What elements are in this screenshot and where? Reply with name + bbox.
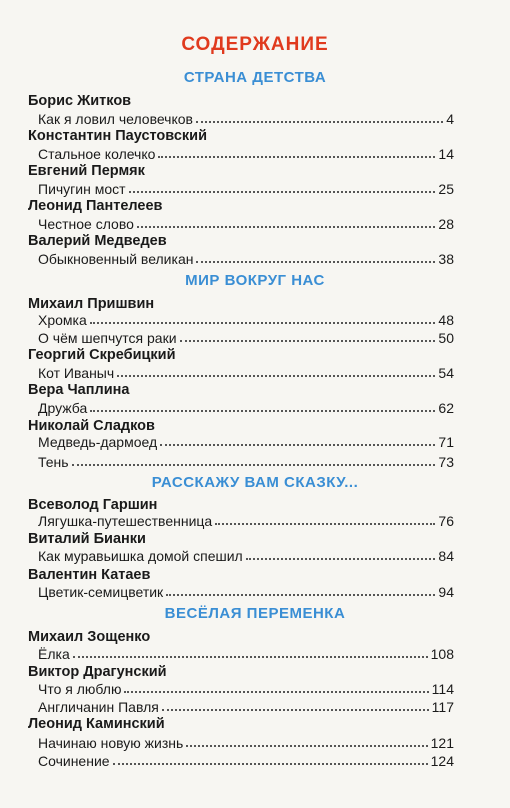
story-title: Ёлка (38, 646, 70, 662)
dot-leader (117, 375, 435, 377)
toc-entry[interactable] (38, 308, 454, 328)
dot-leader (73, 656, 428, 658)
toc-entry[interactable] (38, 430, 454, 450)
section-title: СТРАНА ДЕТСТВА (183, 69, 327, 86)
dot-leader (162, 709, 429, 711)
story-title: Стальное колечко (38, 146, 156, 162)
contents-title: СОДЕРЖАНИЕ (181, 34, 329, 55)
dot-leader (196, 121, 443, 123)
author-name: Михаил Зощенко (28, 629, 151, 645)
author-name: Валентин Катаев (28, 567, 151, 583)
dot-leader (90, 410, 435, 412)
toc-entry[interactable] (38, 642, 454, 662)
toc-entry[interactable] (38, 677, 454, 697)
story-title: Лягушка-путешественница (38, 513, 213, 529)
story-title: Честное слово (38, 216, 134, 232)
toc-entry[interactable] (38, 142, 454, 162)
page-number: 114 (431, 681, 454, 697)
dot-leader (180, 340, 436, 342)
author-name: Вера Чаплина (28, 382, 130, 398)
toc-entry[interactable] (38, 509, 454, 529)
toc-entry[interactable] (38, 450, 454, 470)
author-name: Евгений Пермяк (28, 163, 145, 179)
author-name: Всеволод Гаршин (28, 497, 158, 513)
page-number: 38 (438, 251, 454, 267)
toc-entry[interactable] (38, 580, 454, 600)
page-number: 4 (446, 111, 454, 127)
author-name: Леонид Каминский (28, 716, 165, 732)
story-title: Медведь-дармоед (38, 434, 158, 450)
page-number: 50 (438, 330, 454, 346)
dot-leader (196, 261, 435, 263)
dot-leader (160, 444, 435, 446)
dot-leader (90, 322, 436, 324)
author-name: Константин Паустовский (28, 128, 207, 144)
dot-leader (129, 191, 436, 193)
story-title: Что я люблю (38, 681, 122, 697)
page-number: 71 (438, 434, 454, 450)
toc-entry[interactable] (38, 212, 454, 232)
toc-entry[interactable] (38, 731, 454, 751)
author-name: Георгий Скребицкий (28, 347, 176, 363)
page-number: 108 (430, 646, 454, 662)
page-number: 76 (438, 513, 454, 529)
toc-entry[interactable] (38, 247, 454, 267)
story-title: Сочинение (38, 753, 110, 769)
author-name: Виталий Бианки (28, 531, 146, 547)
toc-entry[interactable] (38, 361, 454, 381)
section-title: МИР ВОКРУГ НАС (185, 272, 325, 289)
dot-leader (124, 691, 428, 693)
author-name: Леонид Пантелеев (28, 198, 163, 214)
page-number: 124 (430, 753, 454, 769)
toc-entry[interactable] (38, 177, 454, 197)
page-number: 54 (438, 365, 454, 381)
story-title: Как муравьишка домой спешил (38, 548, 243, 564)
story-title: Обыкновенный великан (38, 251, 194, 267)
story-title: Хромка (38, 312, 87, 328)
story-title: Начинаю новую жизнь (38, 735, 184, 751)
page-number: 117 (431, 699, 454, 715)
toc-entry[interactable] (38, 396, 454, 416)
page-number: 94 (438, 584, 454, 600)
page-number: 48 (438, 312, 454, 328)
story-title: О чём шепчутся раки (38, 330, 177, 346)
dot-leader (246, 558, 436, 560)
dot-leader (215, 523, 435, 525)
author-name: Валерий Медведев (28, 233, 167, 249)
page-number: 28 (438, 216, 454, 232)
section-title: ВЕСЁЛАЯ ПЕРЕМЕНКА (164, 605, 346, 622)
author-name: Николай Сладков (28, 418, 155, 434)
dot-leader (158, 156, 435, 158)
page-number: 73 (438, 454, 454, 470)
page-number: 14 (438, 146, 454, 162)
dot-leader (166, 594, 435, 596)
author-name: Виктор Драгунский (28, 664, 167, 680)
toc-entry[interactable] (38, 107, 454, 127)
toc-entry[interactable] (38, 544, 454, 564)
story-title: Цветик-семицветик (38, 584, 164, 600)
dot-leader (137, 226, 436, 228)
author-name: Михаил Пришвин (28, 296, 155, 312)
dot-leader (113, 763, 428, 765)
toc-entry[interactable] (38, 695, 454, 715)
page-number: 62 (438, 400, 454, 416)
page-number: 25 (438, 181, 454, 197)
story-title: Тень (38, 454, 69, 470)
dot-leader (72, 464, 436, 466)
story-title: Англичанин Павля (38, 699, 159, 715)
page-number: 121 (430, 735, 454, 751)
dot-leader (186, 745, 427, 747)
author-name: Борис Житков (28, 93, 132, 109)
story-title: Как я ловил человечков (38, 111, 193, 127)
page-number: 84 (438, 548, 454, 564)
toc-entry[interactable] (38, 326, 454, 346)
story-title: Кот Иваныч (38, 365, 115, 381)
toc-entry[interactable] (38, 749, 454, 769)
section-title: РАССКАЖУ ВАМ СКАЗКУ... (151, 474, 359, 491)
story-title: Пичугин мост (38, 181, 126, 197)
story-title: Дружба (38, 400, 88, 416)
